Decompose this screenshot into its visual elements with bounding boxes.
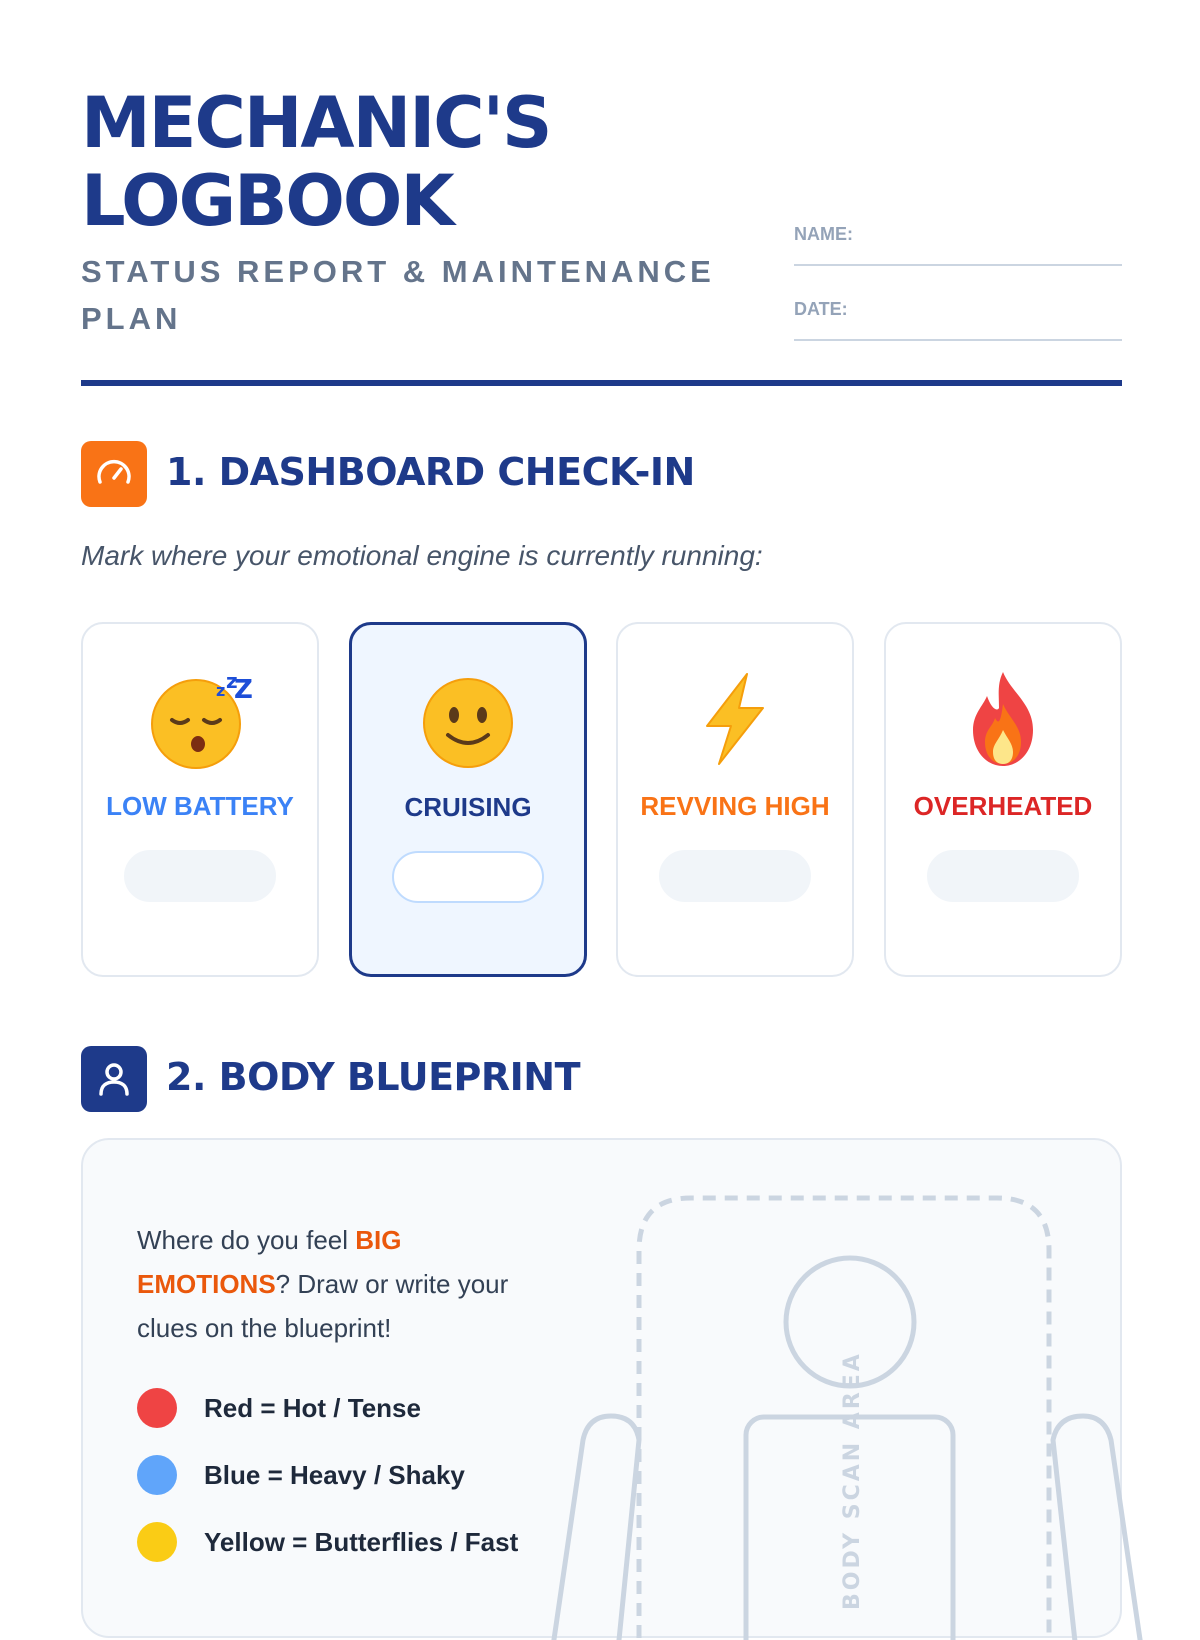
mood-label: CRUISING	[404, 792, 532, 822]
person-icon	[81, 1046, 147, 1112]
mood-checkbox-pill[interactable]	[392, 851, 544, 903]
svg-text:z: z	[226, 669, 238, 693]
mood-card-overheated[interactable]	[884, 622, 1122, 977]
body-outline-diagram[interactable]	[83, 1140, 1124, 1640]
svg-text:z: z	[216, 681, 226, 700]
mood-label: LOW BATTERY	[106, 791, 294, 821]
mood-checkbox-pill[interactable]	[927, 850, 1079, 902]
mood-card-cruising[interactable]	[349, 622, 587, 977]
mood-card-low-battery[interactable]	[81, 622, 319, 977]
big-emotions-highlight: BIG EMOTIONS	[137, 1225, 402, 1299]
date-label: DATE:	[794, 299, 848, 319]
mood-checkbox-pill[interactable]	[659, 850, 811, 902]
body-scan-area-label: BODY SCAN AREA	[840, 1351, 865, 1610]
lightning-icon	[685, 668, 785, 768]
svg-text:Z: Z	[234, 675, 253, 705]
date-field[interactable]	[794, 299, 1122, 341]
name-field[interactable]	[794, 224, 1122, 266]
section-1-title: 1. DASHBOARD CHECK-IN	[166, 450, 695, 494]
speedometer-icon	[81, 441, 147, 507]
mood-card-revving-high[interactable]	[616, 622, 854, 977]
title-line-2: LOGBOOK	[81, 160, 453, 242]
legend-text: Yellow = Butterflies / Fast	[204, 1526, 519, 1557]
slight-smile-icon	[418, 669, 518, 769]
mood-label: REVVING HIGH	[640, 791, 830, 821]
section-2-title: 2. BODY BLUEPRINT	[166, 1055, 581, 1099]
sleeping-face-icon	[150, 668, 253, 768]
right-arm-outline	[1053, 1416, 1143, 1640]
name-label: NAME:	[794, 224, 853, 244]
dashboard-prompt: Mark where your emotional engine is currently running:	[81, 540, 763, 571]
intro-text: Where do you feel	[137, 1225, 356, 1255]
mood-label: OVERHEATED	[913, 791, 1093, 821]
page-title	[81, 84, 721, 240]
header-divider	[81, 380, 1122, 386]
left-arm-outline	[551, 1416, 639, 1640]
intro-text-end: ? Draw or write your clues on the blueprint!	[137, 1269, 509, 1343]
legend-text: Blue = Heavy / Shaky	[204, 1459, 465, 1490]
body-blueprint-panel	[81, 1138, 1122, 1638]
title-line-1: MECHANIC'S	[81, 82, 551, 164]
mood-checkbox-pill[interactable]	[124, 850, 276, 902]
legend-text: Red = Hot / Tense	[204, 1392, 421, 1423]
page-subtitle: STATUS REPORT & MAINTENANCE PLAN	[81, 254, 715, 336]
fire-icon	[953, 668, 1053, 768]
